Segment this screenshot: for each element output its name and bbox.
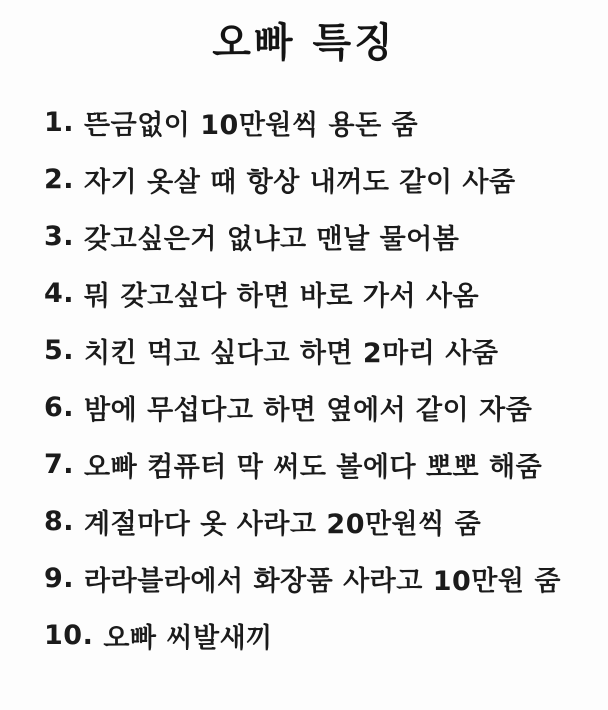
item-text: 갖고싶은거 없냐고 맨날 물어봄 — [84, 224, 460, 255]
item-text: 자기 옷살 때 항상 내꺼도 같이 사줌 — [84, 167, 516, 198]
list-item — [44, 94, 588, 151]
item-text: 뭐 갖고싶다 하면 바로 가서 사옴 — [84, 281, 480, 312]
item-number: 8. — [44, 506, 75, 537]
list-item — [44, 379, 588, 436]
list-item — [44, 265, 588, 322]
item-text: 라라블라에서 화장품 사라고 10만원 줌 — [84, 566, 561, 597]
item-text: 오빠 씨발새끼 — [103, 623, 273, 654]
item-text: 계절마다 옷 사라고 20만원씩 줌 — [84, 509, 482, 540]
list-item — [44, 436, 588, 493]
list-item — [44, 151, 588, 208]
item-text: 오빠 컴퓨터 막 써도 볼에다 뽀뽀 해줌 — [84, 452, 543, 483]
list-item — [44, 607, 588, 664]
list-item — [44, 550, 588, 607]
item-number: 1. — [44, 107, 75, 138]
item-number: 5. — [44, 335, 75, 366]
list-item — [44, 322, 588, 379]
item-text: 뜬금없이 10만원씩 용돈 줌 — [84, 110, 419, 141]
item-number: 9. — [44, 563, 75, 594]
item-number: 6. — [44, 392, 75, 423]
page-title: 오빠 특징 — [212, 20, 396, 66]
list-item — [44, 208, 588, 265]
item-text: 치킨 먹고 싶다고 하면 2마리 사줌 — [84, 338, 499, 369]
item-number: 4. — [44, 278, 75, 309]
item-number: 7. — [44, 449, 75, 480]
item-text: 밤에 무섭다고 하면 옆에서 같이 자줌 — [84, 395, 533, 426]
item-number: 2. — [44, 164, 75, 195]
feature-list — [0, 94, 608, 664]
list-item — [44, 493, 588, 550]
item-number: 3. — [44, 221, 75, 252]
item-number: 10. — [44, 620, 94, 651]
